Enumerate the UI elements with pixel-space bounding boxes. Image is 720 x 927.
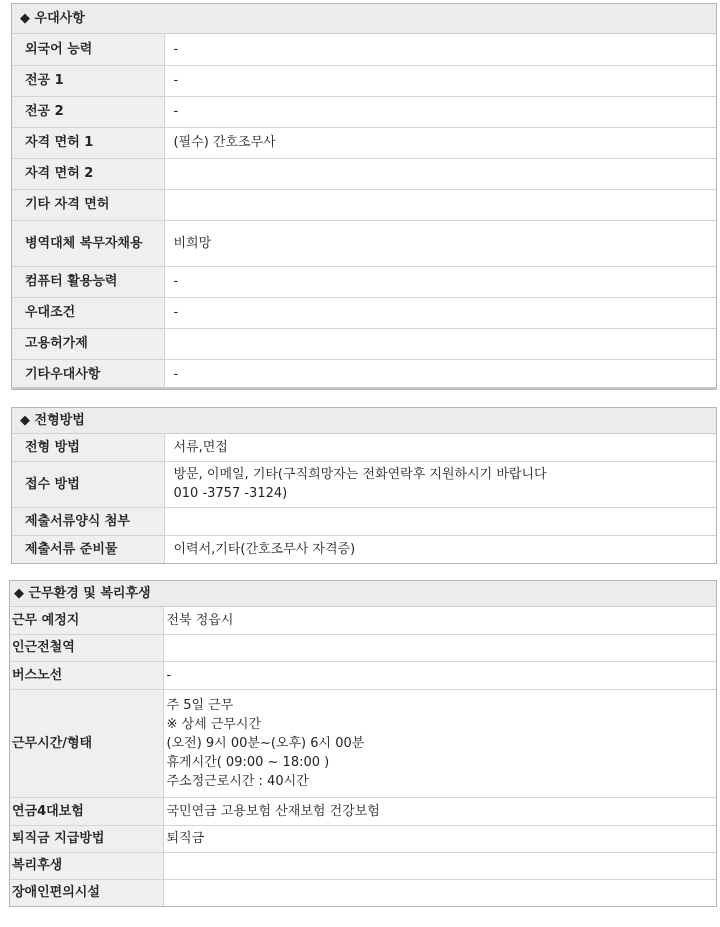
- row-label: 인근전철역: [10, 634, 163, 661]
- table-row: [10, 689, 716, 797]
- table-row: [10, 879, 716, 906]
- table-row: [10, 852, 716, 879]
- row-label: 제출서류 준비물: [12, 535, 164, 563]
- table-row: [12, 359, 716, 389]
- row-value: 비희망: [164, 220, 716, 266]
- table-row: [12, 127, 716, 158]
- table-row: [12, 328, 716, 359]
- row-value: [164, 507, 716, 535]
- row-value: -: [164, 65, 716, 96]
- table-row: [10, 797, 716, 825]
- table-row: [12, 158, 716, 189]
- row-value: [163, 879, 716, 906]
- row-value: 서류,면접: [164, 434, 716, 461]
- row-label: 기타 자격 면허: [12, 189, 164, 220]
- row-label: 우대조건: [12, 297, 164, 328]
- section-title: ◆ 전형방법: [11, 407, 717, 434]
- row-value: 주 5일 근무 ※ 상세 근무시간 (오전) 9시 00분~(오후) 6시 00분 휴게시간( 09:00 ~ 18:00 ) 주소정근로시간 : 40시간: [163, 689, 716, 797]
- row-label: 외국어 능력: [12, 34, 164, 65]
- preferences-table: [12, 34, 716, 389]
- row-value: -: [163, 661, 716, 689]
- row-label: 장애인편의시설: [10, 879, 163, 906]
- row-value: 이력서,기타(간호조무사 자격증): [164, 535, 716, 563]
- table-row: [12, 507, 716, 535]
- section-title: ◆ 우대사항: [11, 3, 717, 34]
- row-label: 연금4대보험: [10, 797, 163, 825]
- table-row: [10, 661, 716, 689]
- row-value: -: [164, 266, 716, 297]
- table-row: [12, 266, 716, 297]
- row-value: 퇴직금: [163, 825, 716, 852]
- row-label: 자격 면허 1: [12, 127, 164, 158]
- row-value: [163, 852, 716, 879]
- row-label: 기타우대사항: [12, 359, 164, 389]
- table-row: [12, 65, 716, 96]
- row-value: 국민연금 고용보험 산재보험 건강보험: [163, 797, 716, 825]
- row-label: 전공 2: [12, 96, 164, 127]
- row-label: 전형 방법: [12, 434, 164, 461]
- section-work-environment: [9, 580, 717, 917]
- row-value: [164, 189, 716, 220]
- row-label: 근무시간/형태: [10, 689, 163, 797]
- section-selection: [11, 407, 717, 563]
- table-row: [12, 434, 716, 461]
- row-label: 전공 1: [12, 65, 164, 96]
- table-row: [10, 607, 716, 634]
- work-environment-table: [10, 607, 716, 906]
- row-value: 전북 정읍시: [163, 607, 716, 634]
- table-row: [12, 535, 716, 563]
- row-value: -: [164, 297, 716, 328]
- table-row: [12, 96, 716, 127]
- row-label: 근무 예정지: [10, 607, 163, 634]
- row-label: 자격 면허 2: [12, 158, 164, 189]
- row-value: 방문, 이메일, 기타(구직희망자는 전화연락후 지원하시기 바랍니다 010 -3757 -3124): [164, 461, 716, 507]
- table-row: [10, 634, 716, 661]
- row-value: [164, 158, 716, 189]
- section-preferences: [11, 3, 717, 389]
- row-value: [164, 328, 716, 359]
- row-label: 퇴직금 지급방법: [10, 825, 163, 852]
- table-row: [12, 461, 716, 507]
- table-row: [10, 825, 716, 852]
- row-value: -: [164, 96, 716, 127]
- table-row: [12, 34, 716, 65]
- section-title: ◆ 근무환경 및 복리후생: [9, 580, 717, 607]
- row-label: 고용허가제: [12, 328, 164, 359]
- row-label: 접수 방법: [12, 461, 164, 507]
- row-value: (필수) 간호조무사: [164, 127, 716, 158]
- row-label: 컴퓨터 활용능력: [12, 266, 164, 297]
- row-label: 병역대체 복무자채용: [12, 220, 164, 266]
- row-label: 버스노선: [10, 661, 163, 689]
- table-row: [12, 189, 716, 220]
- table-row: [12, 297, 716, 328]
- selection-table: [12, 434, 716, 563]
- row-label: 제출서류양식 첨부: [12, 507, 164, 535]
- table-row: [12, 220, 716, 266]
- row-value: -: [164, 34, 716, 65]
- row-label: 복리후생: [10, 852, 163, 879]
- row-value: -: [164, 359, 716, 389]
- row-value: [163, 634, 716, 661]
